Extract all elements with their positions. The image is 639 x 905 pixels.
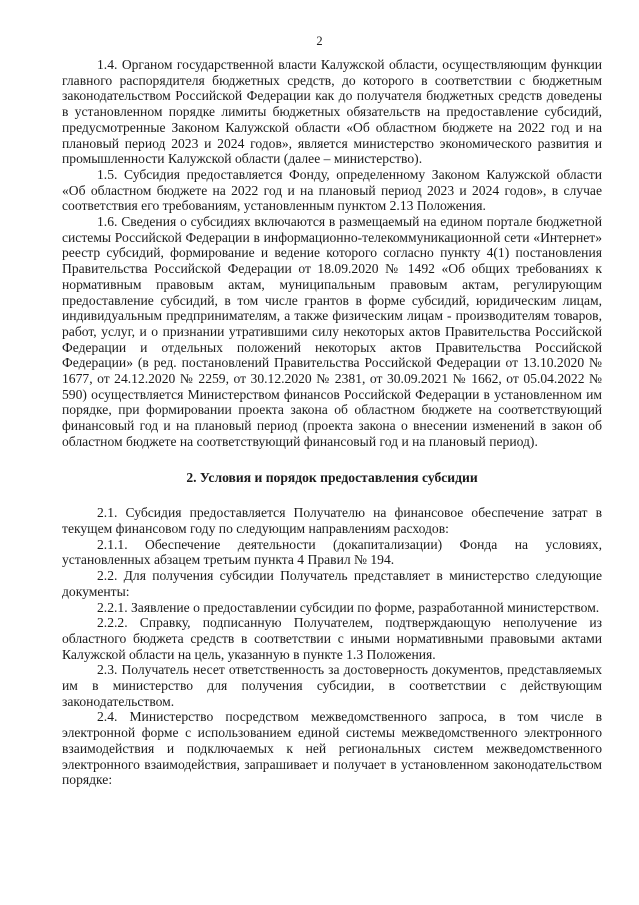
page-number: 2 [316, 34, 323, 48]
paragraph-2-1-1: 2.1.1. Обеспечение деятельности (докапитализации) Фонда на условиях, установленных абзацем третьим пункта 4 Правил № 194. [62, 536, 602, 568]
paragraph-1-4: 1.4. Органом государственной власти Калужской области, осуществляющим функции главного распорядителя бюджетных средств, до которого в соответствии с бюджетным законодательством Российской Федерации как до получателя бюджетных средств доведены в установленном порядке лимиты бюджетных обязательств на предоставление субсидий, предусмотренные Законом Калужской области «Об областном бюджете на 2022 год и на плановый период 2023 и 2024 годов», является министерство экономического развития и промышленности Калужской области (далее – министерство). [62, 57, 602, 167]
paragraph-2-3: 2.3. Получатель несет ответственность за достоверность документов, представляемых им в министерство для получения субсидии, в соответствии с действующим законодательством. [62, 662, 602, 709]
paragraph-2-2-2: 2.2.2. Справку, подписанную Получателем, подтверждающую неполучение из областного бюджета средств в соответствии с иными нормативными правовыми актами Калужской области на цель, указанную в пункте 1.3 Положения. [62, 615, 602, 662]
paragraph-2-4: 2.4. Министерство посредством межведомственного запроса, в том числе в электронной форме с использованием единой системы межведомственного электронного взаимодействия и подключаемых к ней региональных систем межведомственного электронного взаимодействия, запрашивает и получает в установленном законодательством порядке: [62, 709, 602, 788]
paragraph-2-1: 2.1. Субсидия предоставляется Получателю на финансовое обеспечение затрат в текущем финансовом году по следующим направлениям расходов: [62, 505, 602, 536]
paragraph-2-2-1: 2.2.1. Заявление о предоставлении субсидии по форме, разработанной министерством. [97, 599, 600, 615]
section-2-heading: 2. Условия и порядок предоставления субсидии [186, 469, 478, 485]
paragraph-2-2: 2.2. Для получения субсидии Получатель представляет в министерство следующие документы: [62, 568, 602, 599]
document-body [62, 57, 602, 788]
paragraph-1-5: 1.5. Субсидия предоставляется Фонду, определенному Законом Калужской области «Об областном бюджете на 2022 год и на плановый период 2023 и 2024 годов», в случае соответствия его требованиям, установленным пунктом 2.13 Положения. [62, 166, 602, 214]
paragraph-1-6: 1.6. Сведения о субсидиях включаются в размещаемый на едином портале бюджетной системы Российской Федерации в информационно-телекоммуникационной сети «Интернет» реестр субсидий, формирование и ведение которого согласно пункту 4(1) постановления Правительства Российской Федерации от 18.09.2020 № 1492 «Об общих требованиях к нормативным правовым актам, муниципальным правовым актам, регулирующим предоставление субсидий, в том числе грантов в форме субсидий, юридическим лицам, индивидуальным предпринимателям, а также физическим лицам - производителям товаров, работ, услуг, и о признании утратившими силу некоторых актов Правительства Российской Федерации и отдельных положений некоторых актов Правительства Российской Федерации» (в ред. постановлений Правительства Российской Федерации от 13.10.2020 № 1677, от 24.12.2020 № 2259, от 30.12.2020 № 2381, от 30.09.2021 № 1662, от 05.04.2022 № 590) осуществляется Министерством финансов Российской Федерации в установленном им порядке, при формировании проекта закона об областном бюджете на соответствующий финансовый год и на плановый период (проекта закона о внесении изменений в закон об областном бюджете на соответствующий финансовый год и на плановый период). [62, 214, 602, 449]
